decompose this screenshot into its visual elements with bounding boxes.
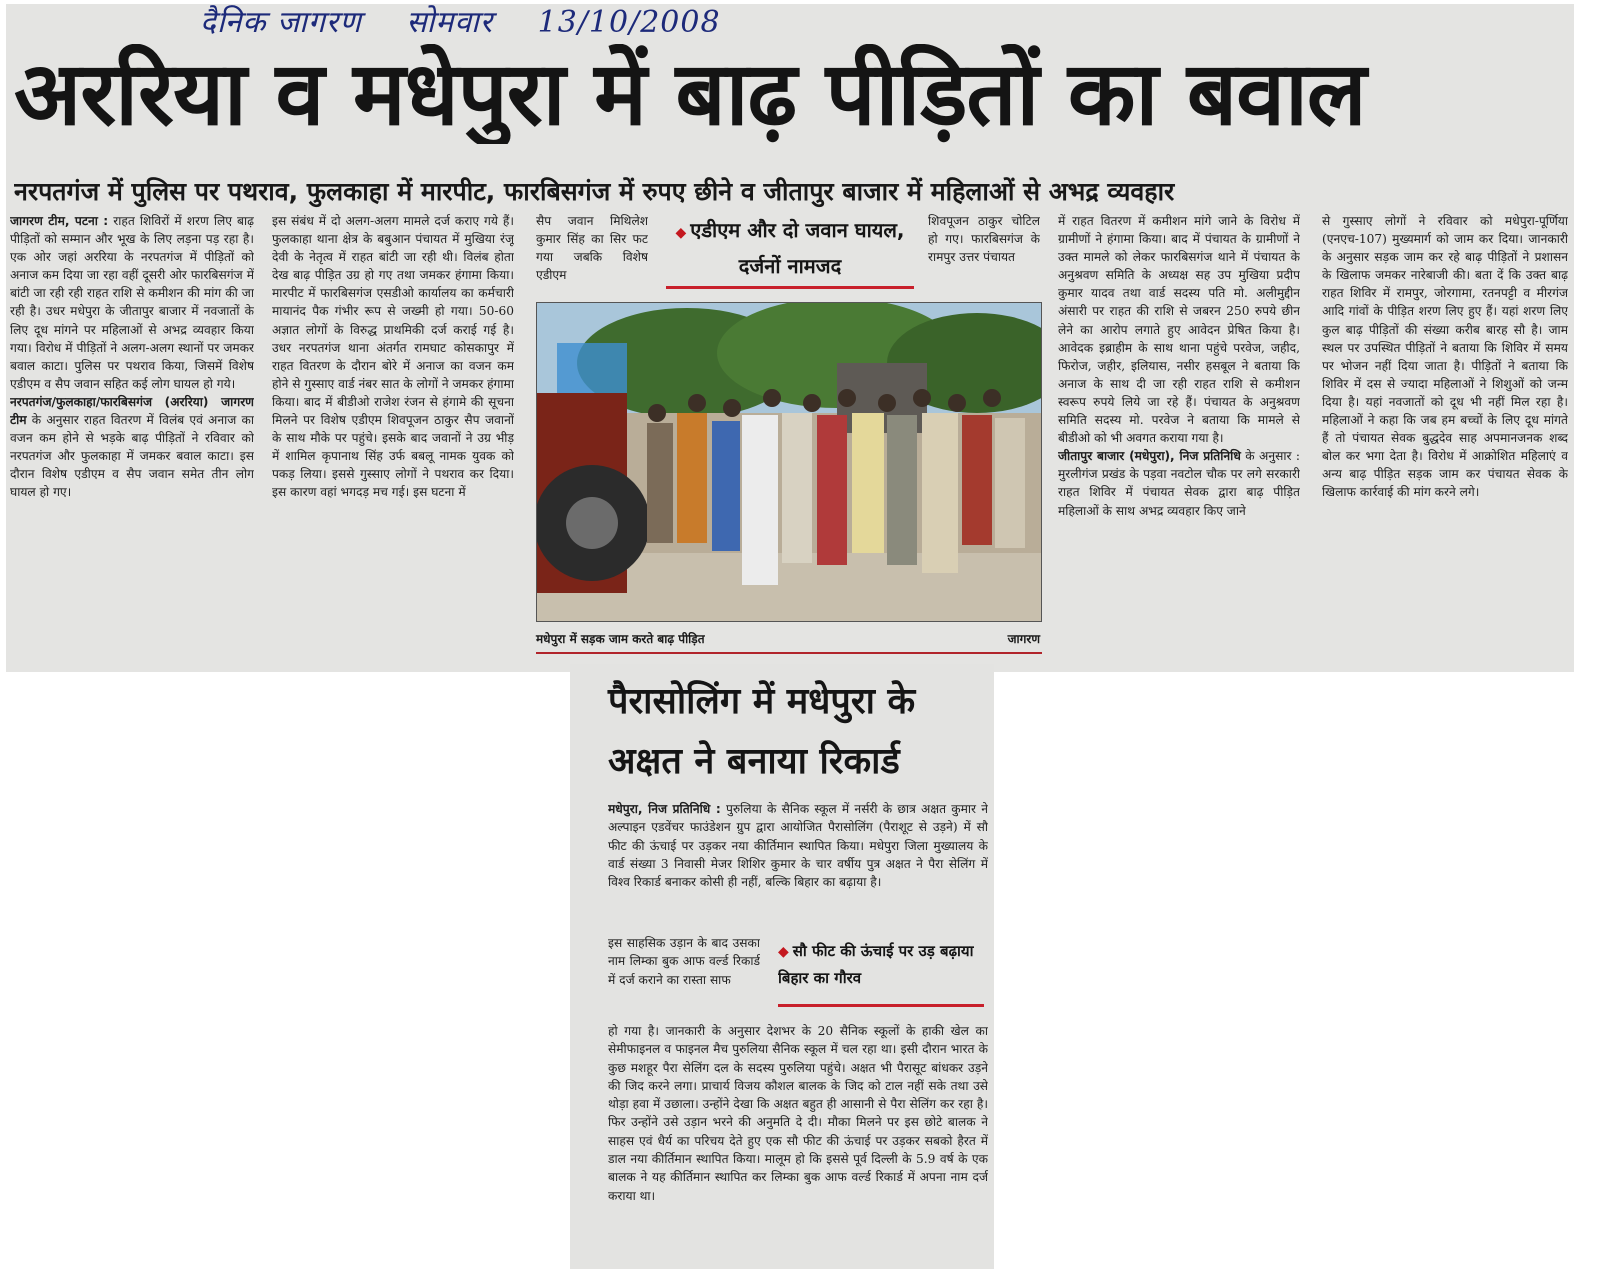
red-diamond-icon: ◆ [778, 944, 789, 960]
article2-narrow-column [608, 934, 760, 1024]
article2-headline [608, 672, 980, 800]
handwritten-date-note [200, 0, 960, 44]
main-headline: अररिया व मधेपुरा में बाढ़ पीड़ितों का बवाल [14, 44, 1366, 144]
handwritten-date: 13/10/2008 [537, 5, 721, 40]
column-text: के अनुसार राहत वितरण में विलंब एवं अनाज का वजन कम होने से भड़के बाढ़ पीड़ितों ने रविवार को नरपतगंज और फुलकाहा में जमकर बवाल काटा। इस दौरान विशेष एडीएम व सैप जवान समेत तीन लोग घायल हो गए। [10, 413, 254, 500]
headline-line: अक्षत ने बनाया रिकार्ड [608, 741, 900, 782]
dateline: जीतापुर बाजार (मधेपुरा), निज प्रतिनिधि [1058, 449, 1241, 464]
column-text: पुरुलिया के सैनिक स्कूल में नर्सरी के छात्र अक्षत कुमार ने अल्पाइन एडवेंचर फाउंडेशन ग्रुप द्वारा आयोजित पैरासोलिंग (पैराशूट से उड़ने) में सौ फीट की ऊंचाई पर उड़कर नया कीर्तिमान स्थापित किया। मधेपुरा जिला मुख्यालय के वार्ड संख्या 3 निवासी मेजर शिशिर कुमार के चार वर्षीय पुत्र अक्षत ने पैरा सेलिंग में विश्व रिकार्ड बनाकर कोसी ही नहीं, बल्कि बिहार का बढ़ाया है। [608, 802, 988, 890]
column-text: शिवपूजन ठाकुर चोटिल हो गए। फारबिसगंज के रामपुर उत्तर पंचायत [928, 214, 1040, 265]
column-text: राहत शिविरों में शरण लिए बाढ़ पीड़ितों को सम्मान और भूख के लिए लड़ना पड़ रहा है। एक ओर जहां अररिया के नरपतगंज में पीड़ितों को अनाज कम दिया जा रहा वहीं दूसरी ओर फारबिसगंज में बांटी जा रही रही राहत राशि से कमीशन की मांग की जा रही है। उधर मधेपुरा के जीतापुर बाजार में नवजातों के लिए दूध मांगने पर महिलाओं से अभद्र व्यवहार किया गया। विरोध में पीड़ितों ने अलग-अलग स्थानों पर जमकर बवाल काटा। पुलिस पर पथराव किया, जिसमें विशेष एडीएम व सैप जवान सहित कई लोग घायल हो गये। [10, 214, 254, 391]
pull-quote-rule [778, 1004, 984, 1007]
handwritten-day: सोमवार [406, 5, 494, 40]
dateline: मधेपुरा, निज प्रतिनिधि : [608, 802, 721, 816]
red-diamond-icon: ◆ [675, 225, 687, 241]
column-text: से गुस्साए लोगों ने रविवार को मधेपुरा-पूर्णिया (एनएच-107) मुख्यमार्ग को जाम कर दिया। जानकारी के अनुसार सड़क जाम कर रहे बाढ़ पीड़ितों ने प्रशासन के खिलाफ जमकर नारेबाजी की। बता दें कि उक्त बाढ़ राहत शिविर में रामपुर, जोरगामा, रतनपट्टी व मीरगंज आदि गांवों के पीड़ित शरण लिए हुए हैं। यहां शरण लिए कुल बाढ़ पीड़ितों की संख्या करीब बारह सौ है। जाम स्थल पर उपस्थित पीड़ितों ने बताया कि शिविर में समय पर भोजन नहीं दिया जाता है। पीड़ितों ने बताया कि शिविर में दस से ज्यादा महिलाओं ने शिशुओं को जन्म दिया है। यहां नवजातों को दूध भी नहीं मिल रहा है। महिलाओं ने कहा कि जब हम बच्चों के लिए दूध मांगते हैं तो पंचायत सेवक बुद्धदेव साह अपमानजनक शब्द बोल कर भगा देता है। विरोध में आक्रोशित महिलाएं व अन्य बाढ़ पीड़ित सड़क जाम कर पंचायत सेवक के खिलाफ कार्रवाई की मांग करने लगे। [1322, 214, 1568, 500]
headline-line: पैरासोलिंग में मधेपुरा के [608, 681, 916, 722]
news-photo-road-blockade [536, 302, 1042, 622]
article-column-5 [1058, 212, 1300, 664]
article-column-1 [10, 212, 254, 664]
article-column-4 [928, 212, 1040, 302]
photo-rule [536, 652, 1042, 654]
column-text: इस साहसिक उड़ान के बाद उसका नाम लिम्का बुक आफ वर्ल्ड रिकार्ड में दर्ज कराने का रास्ता साफ [608, 936, 760, 987]
article2-intro [608, 800, 988, 934]
article2-body [608, 1022, 988, 1266]
sub-headline: नरपतगंज में पुलिस पर पथराव, फुलकाहा में मारपीट, फारबिसगंज में रुपए छीने व जीतापुर बाजार में महिलाओं से अभद्र व्यवहार [14, 177, 1175, 206]
column-text: इस संबंध में दो अलग-अलग मामले दर्ज कराए गये हैं। फुलकाहा थाना क्षेत्र के बबुआन पंचायत में मुखिया रंजू देवी के नेतृत्व में राहत बांटी जा रही थी। विलंब होता देख बाढ़ पीड़ित उग्र हो गए तथा जमकर हंगामा किया। मारपीट में फारबिसगंज एसडीओ कार्यालय का कर्मचारी मायानंद पैक गंभीर रूप से जख्मी हो गया। 50-60 अज्ञात लोगों के विरुद्ध प्राथमिकी दर्ज कराई गई है। उधर नरपतगंज थाना अंतर्गत रामघाट कोसकापुर में राहत वितरण के दौरान बोरे में अनाज का वजन कम होने से गुस्साए वार्ड नंबर सात के लोगों ने जमकर हंगामा किया। बाद में बीडीओ राजेश रंजन से हंगामे की सूचना मिलने पर विशेष एडीएम शिवपूजन ठाकुर सैप जवानों के साथ मौके पर पहुंचे। इसके बाद जवानों ने उग्र भीड़ में शामिल कृपानाथ सिंह उर्फ बबलू नामक युवक को पकड़ लिया। इससे गुस्साए लोगों ने पथराव कर दिया। इस कारण वहां भगदड़ मच गई। इस घटना में [272, 214, 514, 500]
handwritten-newspaper-name: दैनिक जागरण [200, 5, 362, 40]
column-text: में राहत वितरण में कमीशन मांगे जाने के विरोध में ग्रामीणों ने हंगामा किया। बाद में पंचायत के ग्रामीणों ने उक्त मामले को लेकर फारबिसगंज थाने में पंचायत के अनुश्रवण समिति के अध्यक्ष सह उप मुखिया प्रदीप कुमार यादव तथा वार्ड सदस्य पति मो. अलीमुद्दीन अंसारी पर राहत की राशि से जबरन 250 रुपये छीन लेने का आरोप लगाते हुए आवेदन प्रेषित किया है। आवेदक इब्राहीम के साथ थाना पहुंचे परवेज, जहीद, फिरोज, जहीर, इलियास, नसीर हसबूल ने बताया कि अनाज के साथ दी जा रही राहत राशि से कमीशन स्वरूप रुपये लिये जा रहे हैं। पंचायत के अनुश्रवण समिति सदस्य मो. परवेज ने बताया कि मामले से बीडीओ को भी अवगत कराया गया है। [1058, 214, 1300, 446]
dateline: नरपतगंज/फुलकाहा/फारबिसगंज (अररिया) जागरण टीम [10, 394, 254, 428]
photo-credit: जागरण [1007, 632, 1040, 646]
pull-quote-2 [778, 938, 984, 1000]
dateline: जागरण टीम, पटना : [10, 214, 109, 228]
article-column-6 [1322, 212, 1568, 664]
column-text: हो गया है। जानकारी के अनुसार देशभर के 20 सैनिक स्कूलों के हाकी खेल का सेमीफाइनल व फाइनल मैच पुरुलिया सैनिक स्कूल में चल रहा था। इसी दौरान भारत के कुछ मशहूर पैरा सेलिंग दल के सदस्य पुरुलिया पहुंचे। अक्षत भी पैरासूट बांधकर उड़ने की जिद करने लगा। प्राचार्य विजय कौशल बालक के जिद को टाल नहीं सके तथा उसे थोड़ा हवा में उछाला। उन्होंने देखा कि अक्षत बहुत ही आसानी से पैरा सेलिंग कर रहा है। फिर उन्होंने उसे उड़ान भरने की अनुमति दे दी। मौका मिलने पर इस छोटे बालक ने साहस एवं धैर्य का परिचय देते हुए एक सौ फीट की ऊंचाई पर उड़कर सबको हैरत में डाल नया कीर्तिमान स्थापित किया। मालूम हो कि इससे पूर्व दिल्ली के 5.9 वर्ष के एक बालक ने यह कीर्तिमान स्थापित कर लिम्का बुक आफ वर्ल्ड रिकार्ड में अपना नाम दर्ज कराया था। [608, 1024, 988, 1203]
column-text: सैप जवान मिथिलेश कुमार सिंह का सिर फट गया जबकि विशेष एडीएम [536, 214, 648, 283]
crowd-photo-illustration [537, 303, 1042, 622]
article-column-2 [272, 212, 514, 664]
column-text: के अनुसार : मुरलीगंज प्रखंड के पड़वा नवटोल चौक पर लगे सरकारी राहत शिविर में पंचायत सेवक द्वारा बाढ़ पीड़ित महिलाओं के साथ अभद्र व्यवहार किए जाने [1058, 449, 1300, 518]
pull-quote-rule [666, 286, 914, 289]
pull-quote-text: सौ फीट की ऊंचाई पर उड़ बढ़ाया बिहार का गौरव [778, 942, 974, 987]
article-column-3 [536, 212, 648, 302]
pull-quote [666, 214, 914, 284]
photo-caption: मधेपुरा में सड़क जाम करते बाढ़ पीड़ित [536, 632, 705, 646]
pull-quote-text: एडीएम और दो जवान घायल, दर्जनों नामजद [690, 218, 905, 278]
